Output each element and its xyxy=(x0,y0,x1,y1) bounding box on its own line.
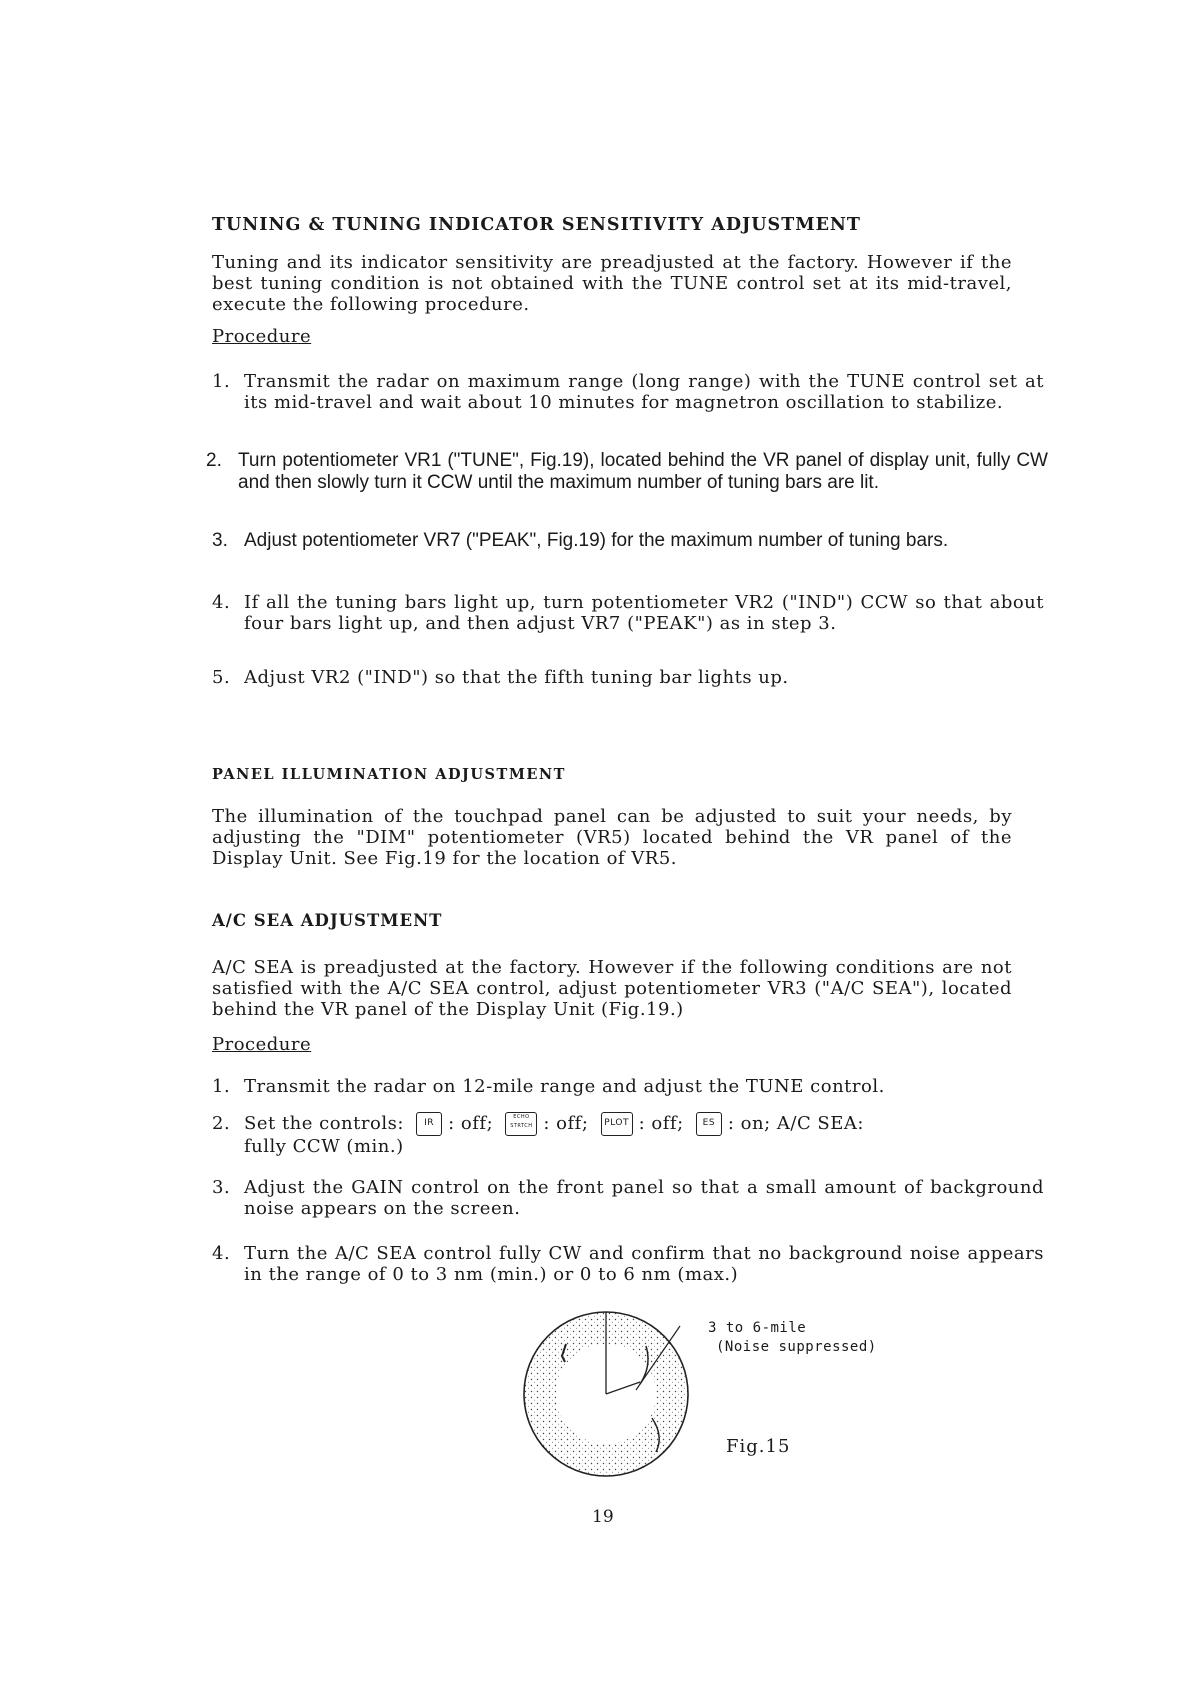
ac-sea-step-2: 2. Set the controls: IR : off; ECHO STRTCH : off; PLOT : off; ES : on; A/C SEA: fully CCW (min.) xyxy=(212,1113,864,1157)
tuning-step-1: 1. Transmit the radar on maximum range (long range) with the TUNE control set at its mid-travel and wait about 10 minutes for magnetron oscillation to stabilize. xyxy=(212,371,1044,413)
heading-panel-illumination: PANEL ILLUMINATION ADJUSTMENT xyxy=(212,766,566,783)
heading-tuning: TUNING & TUNING INDICATOR SENSITIVITY ADJUSTMENT xyxy=(212,215,861,235)
ir-key-icon: IR xyxy=(416,1112,442,1136)
echo-stretch-key-icon: ECHO STRTCH xyxy=(505,1112,537,1136)
es-key-icon: ES xyxy=(696,1112,722,1136)
tuning-step-2: 2. Turn potentiometer VR1 ("TUNE", Fig.19), located behind the VR panel of display unit, fully CW and then slowly turn it CCW until the maximum number of tuning bars are lit. xyxy=(206,450,1048,493)
radar-noise-diagram xyxy=(518,1306,718,1481)
figure-label-range: 3 to 6-mile xyxy=(708,1320,807,1336)
figure-label-note: (Noise suppressed) xyxy=(716,1339,877,1355)
page-number: 19 xyxy=(592,1507,614,1527)
tuning-intro: Tuning and its indicator sensitivity are preadjusted at the factory. However if the best tuning condition is not obtained with the TUNE control set at its mid-travel, execute the following procedure. xyxy=(212,252,1012,315)
tuning-step-4: 4. If all the tuning bars light up, turn potentiometer VR2 ("IND") CCW so that about four bars light up, and then adjust VR7 ("PEAK") as in step 3. xyxy=(212,592,1044,634)
heading-ac-sea: A/C SEA ADJUSTMENT xyxy=(212,911,443,930)
ac-sea-procedure-label: Procedure xyxy=(212,1034,312,1055)
ac-sea-step-1: 1. Transmit the radar on 12-mile range and adjust the TUNE control. xyxy=(212,1076,885,1097)
ac-sea-step-4: 4. Turn the A/C SEA control fully CW and confirm that no background noise appears in the range of 0 to 3 nm (min.) or 0 to 6 nm (max.) xyxy=(212,1243,1044,1285)
tuning-step-3: 3. Adjust potentiometer VR7 ("PEAK", Fig.19) for the maximum number of tuning bars. xyxy=(212,530,949,551)
ac-sea-step-3: 3. Adjust the GAIN control on the front panel so that a small amount of background noise appears on the screen. xyxy=(212,1177,1044,1219)
tuning-step-5: 5. Adjust VR2 ("IND") so that the fifth tuning bar lights up. xyxy=(212,667,789,688)
figure-caption: Fig.15 xyxy=(726,1436,791,1457)
plot-key-icon: PLOT xyxy=(601,1112,633,1136)
tuning-procedure-label: Procedure xyxy=(212,326,312,347)
ac-sea-intro: A/C SEA is preadjusted at the factory. However if the following conditions are not satisfied with the A/C SEA control, adjust potentiometer VR3 ("A/C SEA"), located behind the VR panel of the Display Unit (Fig.19.) xyxy=(212,957,1012,1020)
panel-illumination-text: The illumination of the touchpad panel can be adjusted to suit your needs, by adjusting the "DIM" potentiometer (VR5) located behind the VR panel of the Display Unit. See Fig.19 for the location of VR5. xyxy=(212,806,1012,869)
